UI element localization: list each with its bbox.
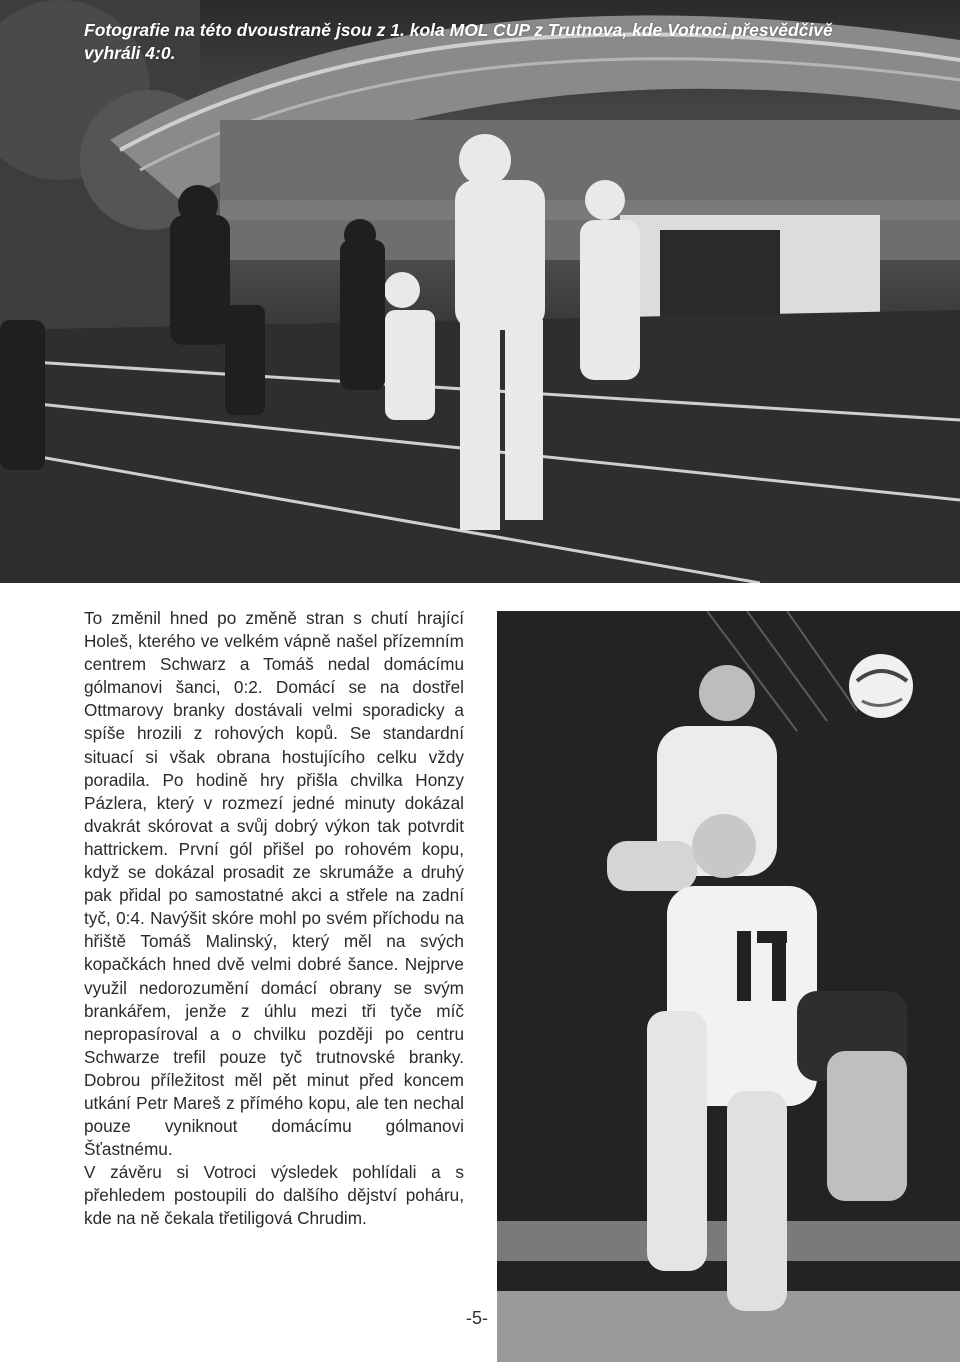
photo-team-walkout (0, 0, 960, 583)
photo-team-walkout-illustration (0, 0, 960, 583)
article-paragraph: To změnil hned po změně stran s chutí hrající Holeš, kterého ve velkém vápně našel přízemním centrem Schwarz a Tomáš nedal domácímu gólmanovi šanci, 0:2. Domácí se na dostřel Ottmarovy branky dostávali velmi sporadicky a spíše hrozili z rohových kopů. Se standardní situací si však obrana hostujícího celku vždy poradila. Po hodině hry přišla chvilka Honzy Pázlera, který v rozmezí jedné minuty dokázal dvakrát skórovat a svůj dobrý výkon tak potvrdit hattrickem. První gól přišel po rohovém kopu, když se dokázal prosadit ze skrumáže a druhý pak přidal po samostatné akci a střele na zadní tyč, 0:4. Navýšit skóre mohl po svém příchodu na hřiště Tomáš Malinský, který měl na svých kopačkách hned dvě velmi dobré šance. Nejprve využil nedorozumění domácí obrany se svým brankářem, jenže z úhlu mezi tři tyče míč nepropasíroval a o chvilku později po centru Schwarze trefil pouze tyč trutnovské branky. Dobrou příležitost měl pět minut před koncem utkání Petr Mareš z přímého kopu, ale ten nechal pouze vyniknout domácímu gólmanovi Šťastnému. (84, 608, 464, 1160)
page-number: -5- (466, 1308, 488, 1328)
photo-caption: Fotografie na této dvoustraně jsou z 1. kola MOL CUP z Trutnova, kde Votroci přesvědčivě vyhráli 4:0. (84, 20, 833, 63)
photo-header-duel-illustration (497, 611, 960, 1362)
article-body (84, 607, 464, 1231)
article-paragraph: V závěru si Votroci výsledek pohlídali a s přehledem postoupili do dalšího dějství poháru, kde na ně čekala třetiligová Chrudim. (84, 1162, 464, 1229)
photo-header-duel (497, 611, 960, 1362)
